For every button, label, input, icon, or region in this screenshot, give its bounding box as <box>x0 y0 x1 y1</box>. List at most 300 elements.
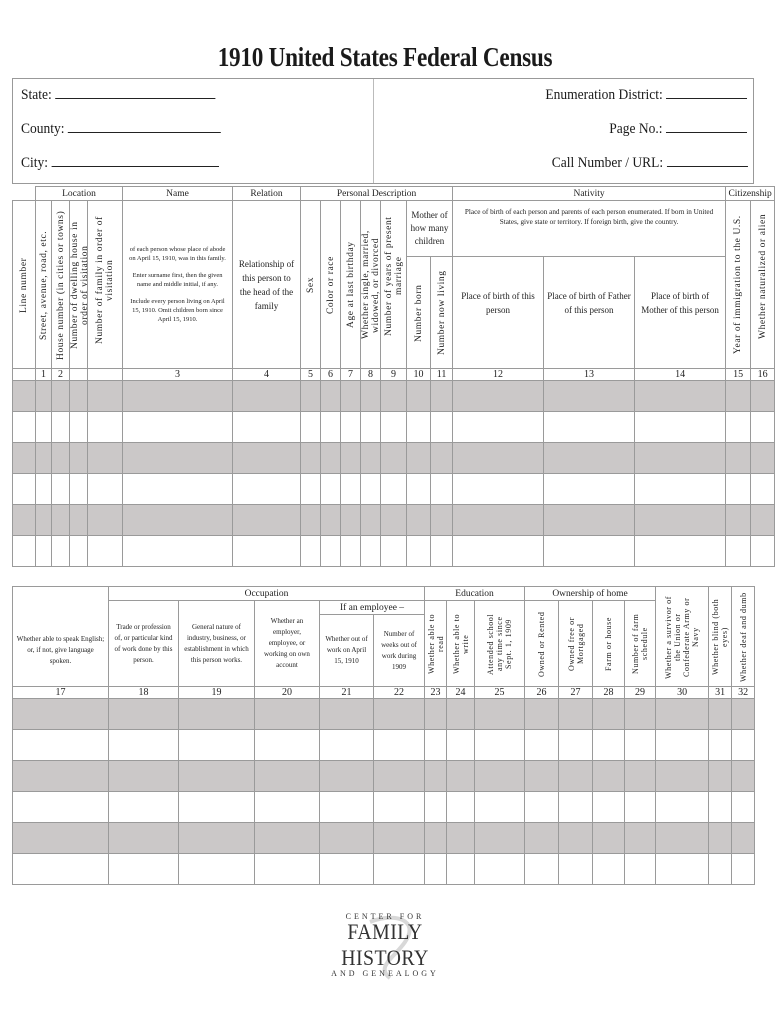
entry-cell[interactable] <box>656 854 709 885</box>
entry-cell[interactable] <box>453 443 544 474</box>
call-number-field[interactable] <box>551 153 747 172</box>
entry-cell[interactable] <box>179 761 255 792</box>
entry-cell[interactable] <box>709 823 732 854</box>
entry-cell[interactable] <box>381 505 407 536</box>
entry-cell[interactable] <box>341 536 361 567</box>
col-industry: General nature of industry, business, or establishment in which this person works. <box>179 601 255 687</box>
col-owned-rented: Owned or Rented <box>525 601 559 687</box>
col-number: 14 <box>635 369 726 381</box>
col-blind: Whether blind (both eyes) <box>709 587 732 687</box>
group-occupation: Occupation <box>109 587 425 601</box>
entry-cell[interactable] <box>544 474 635 505</box>
col-number: 32 <box>732 687 755 699</box>
entry-cell[interactable] <box>109 761 179 792</box>
entry-cell[interactable] <box>656 730 709 761</box>
group-education: Education <box>425 587 525 601</box>
entry-cell[interactable] <box>381 412 407 443</box>
entry-cell[interactable] <box>321 443 341 474</box>
entry-cell[interactable] <box>447 823 475 854</box>
entry-cell[interactable] <box>361 412 381 443</box>
entry-cell[interactable] <box>13 823 109 854</box>
entry-cell[interactable] <box>88 505 123 536</box>
entry-cell[interactable] <box>321 536 341 567</box>
entry-cell[interactable] <box>447 730 475 761</box>
col-nativity-note: Place of birth of each person and parents of each person enumerated. If born in United States, give state or territory. If foreign birth, give the country. <box>453 201 726 257</box>
entry-cell[interactable] <box>453 474 544 505</box>
entry-cell[interactable] <box>255 854 320 885</box>
entry-cell[interactable] <box>381 381 407 412</box>
entry-cell[interactable] <box>475 761 525 792</box>
entry-cell[interactable] <box>525 823 559 854</box>
entry-cell[interactable] <box>301 381 321 412</box>
entry-cell[interactable] <box>255 761 320 792</box>
col-immigration: Year of immigration to the U.S. <box>726 201 751 369</box>
entry-cell[interactable] <box>447 699 475 730</box>
entry-cell[interactable] <box>13 412 36 443</box>
state-field[interactable] <box>21 85 215 104</box>
entry-cell[interactable] <box>179 792 255 823</box>
col-number: 18 <box>109 687 179 699</box>
entry-cell[interactable] <box>635 536 726 567</box>
entry-cell[interactable] <box>70 474 88 505</box>
entry-cell[interactable] <box>447 761 475 792</box>
entry-cell[interactable] <box>123 505 233 536</box>
entry-cell[interactable] <box>407 505 431 536</box>
entry-cell[interactable] <box>301 412 321 443</box>
entry-cell[interactable] <box>425 792 447 823</box>
entry-cell[interactable] <box>559 792 593 823</box>
entry-cell[interactable] <box>751 443 775 474</box>
entry-cell[interactable] <box>751 474 775 505</box>
entry-cell[interactable] <box>36 505 52 536</box>
entry-cell[interactable] <box>70 443 88 474</box>
bottom-entry-rows <box>13 699 755 885</box>
col-deaf: Whether deaf and dumb <box>732 587 755 687</box>
entry-cell[interactable] <box>109 730 179 761</box>
district-line[interactable] <box>666 85 747 99</box>
entry-cell[interactable] <box>381 443 407 474</box>
entry-cell[interactable] <box>431 474 453 505</box>
entry-cell[interactable] <box>525 792 559 823</box>
entry-cell[interactable] <box>374 854 425 885</box>
entry-cell[interactable] <box>361 381 381 412</box>
col-line-number: Line number <box>13 201 36 369</box>
entry-cell[interactable] <box>751 505 775 536</box>
entry-cell[interactable] <box>52 443 70 474</box>
col-number: 22 <box>374 687 425 699</box>
state-label: State: <box>21 87 52 103</box>
entry-cell[interactable] <box>732 730 755 761</box>
center-for-family-history-logo <box>300 912 470 982</box>
col-free-mortgaged: Owned free or Mortgaged <box>559 601 593 687</box>
col-number: 21 <box>320 687 374 699</box>
entry-cell[interactable] <box>320 761 374 792</box>
city-field[interactable] <box>21 153 219 172</box>
entry-cell[interactable] <box>453 536 544 567</box>
entry-cell[interactable] <box>13 730 109 761</box>
entry-cell[interactable] <box>109 699 179 730</box>
entry-cell[interactable] <box>52 381 70 412</box>
entry-cell[interactable] <box>559 699 593 730</box>
entry-cell[interactable] <box>374 761 425 792</box>
entry-cell[interactable] <box>625 854 656 885</box>
top-entry-rows <box>13 381 775 567</box>
entry-cell[interactable] <box>425 854 447 885</box>
entry-cell[interactable] <box>179 730 255 761</box>
col-number <box>13 369 36 381</box>
col-school: Attended school any time since Sept. 1, 1909 <box>475 601 525 687</box>
col-number: 10 <box>407 369 431 381</box>
entry-cell[interactable] <box>13 792 109 823</box>
entry-cell[interactable] <box>751 536 775 567</box>
entry-cell[interactable] <box>559 854 593 885</box>
col-number: 20 <box>255 687 320 699</box>
entry-cell[interactable] <box>70 412 88 443</box>
entry-cell[interactable] <box>559 730 593 761</box>
state-line[interactable] <box>55 85 215 99</box>
entry-cell[interactable] <box>525 699 559 730</box>
entry-cell[interactable] <box>233 412 301 443</box>
entry-cell[interactable] <box>544 536 635 567</box>
entry-row <box>13 381 775 412</box>
entry-cell[interactable] <box>341 474 361 505</box>
entry-cell[interactable] <box>593 792 625 823</box>
entry-cell[interactable] <box>123 412 233 443</box>
entry-cell[interactable] <box>732 792 755 823</box>
col-birth-mother: Place of birth of Mother of this person <box>635 257 726 369</box>
entry-cell[interactable] <box>635 412 726 443</box>
entry-cell[interactable] <box>374 730 425 761</box>
entry-cell[interactable] <box>320 792 374 823</box>
column-numbers-row <box>13 369 775 381</box>
entry-cell[interactable] <box>341 443 361 474</box>
col-house-number: House number (in cities or towns) <box>52 201 70 369</box>
entry-cell[interactable] <box>726 412 751 443</box>
entry-cell[interactable] <box>475 854 525 885</box>
col-number: 27 <box>559 687 593 699</box>
entry-cell[interactable] <box>381 536 407 567</box>
entry-cell[interactable] <box>320 854 374 885</box>
entry-cell[interactable] <box>255 792 320 823</box>
entry-cell[interactable] <box>635 505 726 536</box>
district-field[interactable] <box>545 85 747 104</box>
entry-cell[interactable] <box>625 730 656 761</box>
entry-cell[interactable] <box>301 505 321 536</box>
entry-cell[interactable] <box>381 474 407 505</box>
city-line[interactable] <box>51 153 218 167</box>
entry-cell[interactable] <box>726 474 751 505</box>
entry-cell[interactable] <box>374 792 425 823</box>
entry-cell[interactable] <box>709 792 732 823</box>
entry-cell[interactable] <box>123 536 233 567</box>
entry-cell[interactable] <box>70 536 88 567</box>
entry-cell[interactable] <box>447 854 475 885</box>
entry-cell[interactable] <box>233 474 301 505</box>
entry-cell[interactable] <box>361 474 381 505</box>
entry-cell[interactable] <box>726 505 751 536</box>
call-number-label: Call Number / URL: <box>551 155 663 171</box>
county-line[interactable] <box>68 119 221 133</box>
entry-cell[interactable] <box>301 474 321 505</box>
entry-cell[interactable] <box>726 536 751 567</box>
entry-cell[interactable] <box>475 823 525 854</box>
entry-cell[interactable] <box>374 699 425 730</box>
col-employer: Whether an employer, employee, or working on own account <box>255 601 320 687</box>
entry-cell[interactable] <box>431 505 453 536</box>
group-location: Location <box>36 187 123 201</box>
col-number: 24 <box>447 687 475 699</box>
entry-cell[interactable] <box>544 381 635 412</box>
col-name: of each person whose place of abode on April 15, 1910, was in this family. Enter surname first, then the given name and middle initial, if any. Include every person living on April 15, 1910. Omit children born since April 15, 1910. <box>123 201 233 369</box>
entry-cell[interactable] <box>109 823 179 854</box>
entry-row <box>13 730 755 761</box>
entry-cell[interactable] <box>593 854 625 885</box>
col-number-living: Number now living <box>431 257 453 369</box>
entry-cell[interactable] <box>320 730 374 761</box>
entry-cell[interactable] <box>320 823 374 854</box>
col-number: 19 <box>179 687 255 699</box>
entry-cell[interactable] <box>431 443 453 474</box>
entry-cell[interactable] <box>593 823 625 854</box>
entry-cell[interactable] <box>123 474 233 505</box>
entry-cell[interactable] <box>525 854 559 885</box>
col-number: 25 <box>475 687 525 699</box>
entry-row <box>13 474 775 505</box>
entry-cell[interactable] <box>88 381 123 412</box>
entry-cell[interactable] <box>70 505 88 536</box>
entry-cell[interactable] <box>593 730 625 761</box>
entry-cell[interactable] <box>544 412 635 443</box>
county-label: County: <box>21 121 65 137</box>
entry-cell[interactable] <box>36 381 52 412</box>
entry-row <box>13 699 755 730</box>
col-birth-father: Place of birth of Father of this person <box>544 257 635 369</box>
entry-cell[interactable] <box>559 761 593 792</box>
entry-cell[interactable] <box>255 823 320 854</box>
entry-cell[interactable] <box>593 761 625 792</box>
entry-cell[interactable] <box>751 381 775 412</box>
entry-cell[interactable] <box>321 412 341 443</box>
entry-cell[interactable] <box>709 854 732 885</box>
entry-cell[interactable] <box>52 536 70 567</box>
entry-cell[interactable] <box>255 699 320 730</box>
entry-cell[interactable] <box>709 761 732 792</box>
entry-cell[interactable] <box>13 505 36 536</box>
entry-cell[interactable] <box>525 730 559 761</box>
page-no-field[interactable] <box>609 119 747 138</box>
entry-cell[interactable] <box>726 443 751 474</box>
entry-cell[interactable] <box>475 699 525 730</box>
call-number-line[interactable] <box>666 153 747 167</box>
col-relation: Relationship of this person to the head of the family <box>233 201 301 369</box>
col-read: Whether able to read <box>425 601 447 687</box>
city-label: City: <box>21 155 49 171</box>
col-number: 17 <box>13 687 109 699</box>
col-number: 30 <box>656 687 709 699</box>
entry-cell[interactable] <box>407 412 431 443</box>
entry-cell[interactable] <box>341 412 361 443</box>
entry-cell[interactable] <box>475 730 525 761</box>
entry-cell[interactable] <box>751 412 775 443</box>
col-number-born: Number born <box>407 257 431 369</box>
entry-cell[interactable] <box>425 699 447 730</box>
entry-cell[interactable] <box>425 823 447 854</box>
entry-cell[interactable] <box>425 761 447 792</box>
entry-cell[interactable] <box>453 381 544 412</box>
entry-cell[interactable] <box>88 443 123 474</box>
entry-cell[interactable] <box>13 443 36 474</box>
group-employee: If an employee – <box>320 601 425 615</box>
entry-cell[interactable] <box>233 536 301 567</box>
entry-cell[interactable] <box>374 823 425 854</box>
entry-cell[interactable] <box>88 474 123 505</box>
entry-cell[interactable] <box>233 505 301 536</box>
entry-cell[interactable] <box>36 443 52 474</box>
col-years-married: Number of years of present marriage <box>381 201 407 369</box>
entry-cell[interactable] <box>36 474 52 505</box>
entry-cell[interactable] <box>301 443 321 474</box>
col-number: 3 <box>123 369 233 381</box>
blank-cell <box>13 187 36 201</box>
entry-cell[interactable] <box>635 443 726 474</box>
entry-cell[interactable] <box>475 792 525 823</box>
entry-cell[interactable] <box>179 823 255 854</box>
entry-cell[interactable] <box>593 699 625 730</box>
entry-cell[interactable] <box>341 381 361 412</box>
entry-cell[interactable] <box>123 443 233 474</box>
page-no-line[interactable] <box>666 119 747 133</box>
entry-row <box>13 505 775 536</box>
entry-cell[interactable] <box>109 854 179 885</box>
entry-cell[interactable] <box>321 505 341 536</box>
entry-cell[interactable] <box>88 536 123 567</box>
col-number: 23 <box>425 687 447 699</box>
logo-line-1: CENTER FOR <box>345 912 425 921</box>
entry-cell[interactable] <box>233 443 301 474</box>
col-number <box>70 369 88 381</box>
entry-cell[interactable] <box>425 730 447 761</box>
entry-cell[interactable] <box>109 792 179 823</box>
entry-cell[interactable] <box>407 474 431 505</box>
col-number: 1 <box>36 369 52 381</box>
entry-cell[interactable] <box>361 443 381 474</box>
entry-cell[interactable] <box>321 381 341 412</box>
entry-cell[interactable] <box>13 761 109 792</box>
col-number: 16 <box>751 369 775 381</box>
entry-cell[interactable] <box>13 854 109 885</box>
entry-cell[interactable] <box>447 792 475 823</box>
page-no-label: Page No.: <box>609 121 663 137</box>
entry-row <box>13 823 755 854</box>
col-street: Street, avenue, road, etc. <box>36 201 52 369</box>
county-field[interactable] <box>21 119 221 138</box>
entry-cell[interactable] <box>709 730 732 761</box>
entry-cell[interactable] <box>544 505 635 536</box>
entry-cell[interactable] <box>52 412 70 443</box>
entry-cell[interactable] <box>431 412 453 443</box>
col-number: 5 <box>301 369 321 381</box>
entry-cell[interactable] <box>656 823 709 854</box>
entry-cell[interactable] <box>709 699 732 730</box>
entry-cell[interactable] <box>656 699 709 730</box>
entry-cell[interactable] <box>732 854 755 885</box>
col-dwelling-number: Number of dwelling house in order of visitation <box>70 201 88 369</box>
entry-cell[interactable] <box>544 443 635 474</box>
col-number: 31 <box>709 687 732 699</box>
entry-cell[interactable] <box>36 412 52 443</box>
entry-cell[interactable] <box>70 381 88 412</box>
entry-cell[interactable] <box>179 699 255 730</box>
entry-cell[interactable] <box>179 854 255 885</box>
entry-cell[interactable] <box>301 536 321 567</box>
logo-line-2: FAMILY HISTORY <box>341 919 429 970</box>
entry-cell[interactable] <box>732 699 755 730</box>
entry-cell[interactable] <box>625 823 656 854</box>
census-table-bottom <box>12 586 755 885</box>
entry-cell[interactable] <box>407 536 431 567</box>
entry-cell[interactable] <box>52 505 70 536</box>
entry-cell[interactable] <box>407 381 431 412</box>
entry-cell[interactable] <box>625 699 656 730</box>
entry-cell[interactable] <box>656 792 709 823</box>
col-sex: Sex <box>301 201 321 369</box>
page-title: 1910 United States Federal Census <box>217 42 553 72</box>
entry-cell[interactable] <box>13 699 109 730</box>
entry-cell[interactable] <box>255 730 320 761</box>
entry-cell[interactable] <box>361 505 381 536</box>
entry-cell[interactable] <box>341 505 361 536</box>
entry-cell[interactable] <box>123 381 233 412</box>
entry-cell[interactable] <box>361 536 381 567</box>
entry-cell[interactable] <box>525 761 559 792</box>
entry-cell[interactable] <box>407 443 431 474</box>
group-ownership: Ownership of home <box>525 587 656 601</box>
entry-cell[interactable] <box>635 381 726 412</box>
entry-cell[interactable] <box>233 381 301 412</box>
entry-cell[interactable] <box>431 536 453 567</box>
entry-cell[interactable] <box>13 536 36 567</box>
entry-cell[interactable] <box>453 412 544 443</box>
entry-cell[interactable] <box>320 699 374 730</box>
entry-cell[interactable] <box>453 505 544 536</box>
col-number: 4 <box>233 369 301 381</box>
entry-cell[interactable] <box>656 761 709 792</box>
group-name: Name <box>123 187 233 201</box>
entry-cell[interactable] <box>13 381 36 412</box>
census-table-top <box>12 186 775 567</box>
column-numbers-row <box>13 687 755 699</box>
entry-cell[interactable] <box>321 474 341 505</box>
col-english: Whether able to speak English; or, if not, give language spoken. <box>13 615 109 687</box>
entry-cell[interactable] <box>13 474 36 505</box>
entry-cell[interactable] <box>732 823 755 854</box>
entry-cell[interactable] <box>559 823 593 854</box>
entry-cell[interactable] <box>431 381 453 412</box>
col-number <box>88 369 123 381</box>
entry-cell[interactable] <box>635 474 726 505</box>
entry-cell[interactable] <box>625 761 656 792</box>
entry-cell[interactable] <box>726 381 751 412</box>
col-farm-schedule: Number of farm schedule <box>625 601 656 687</box>
header-box <box>12 78 754 184</box>
entry-cell[interactable] <box>36 536 52 567</box>
entry-cell[interactable] <box>88 412 123 443</box>
entry-cell[interactable] <box>732 761 755 792</box>
district-label: Enumeration District: <box>545 87 663 103</box>
entry-cell[interactable] <box>625 792 656 823</box>
entry-cell[interactable] <box>52 474 70 505</box>
entry-row <box>13 412 775 443</box>
